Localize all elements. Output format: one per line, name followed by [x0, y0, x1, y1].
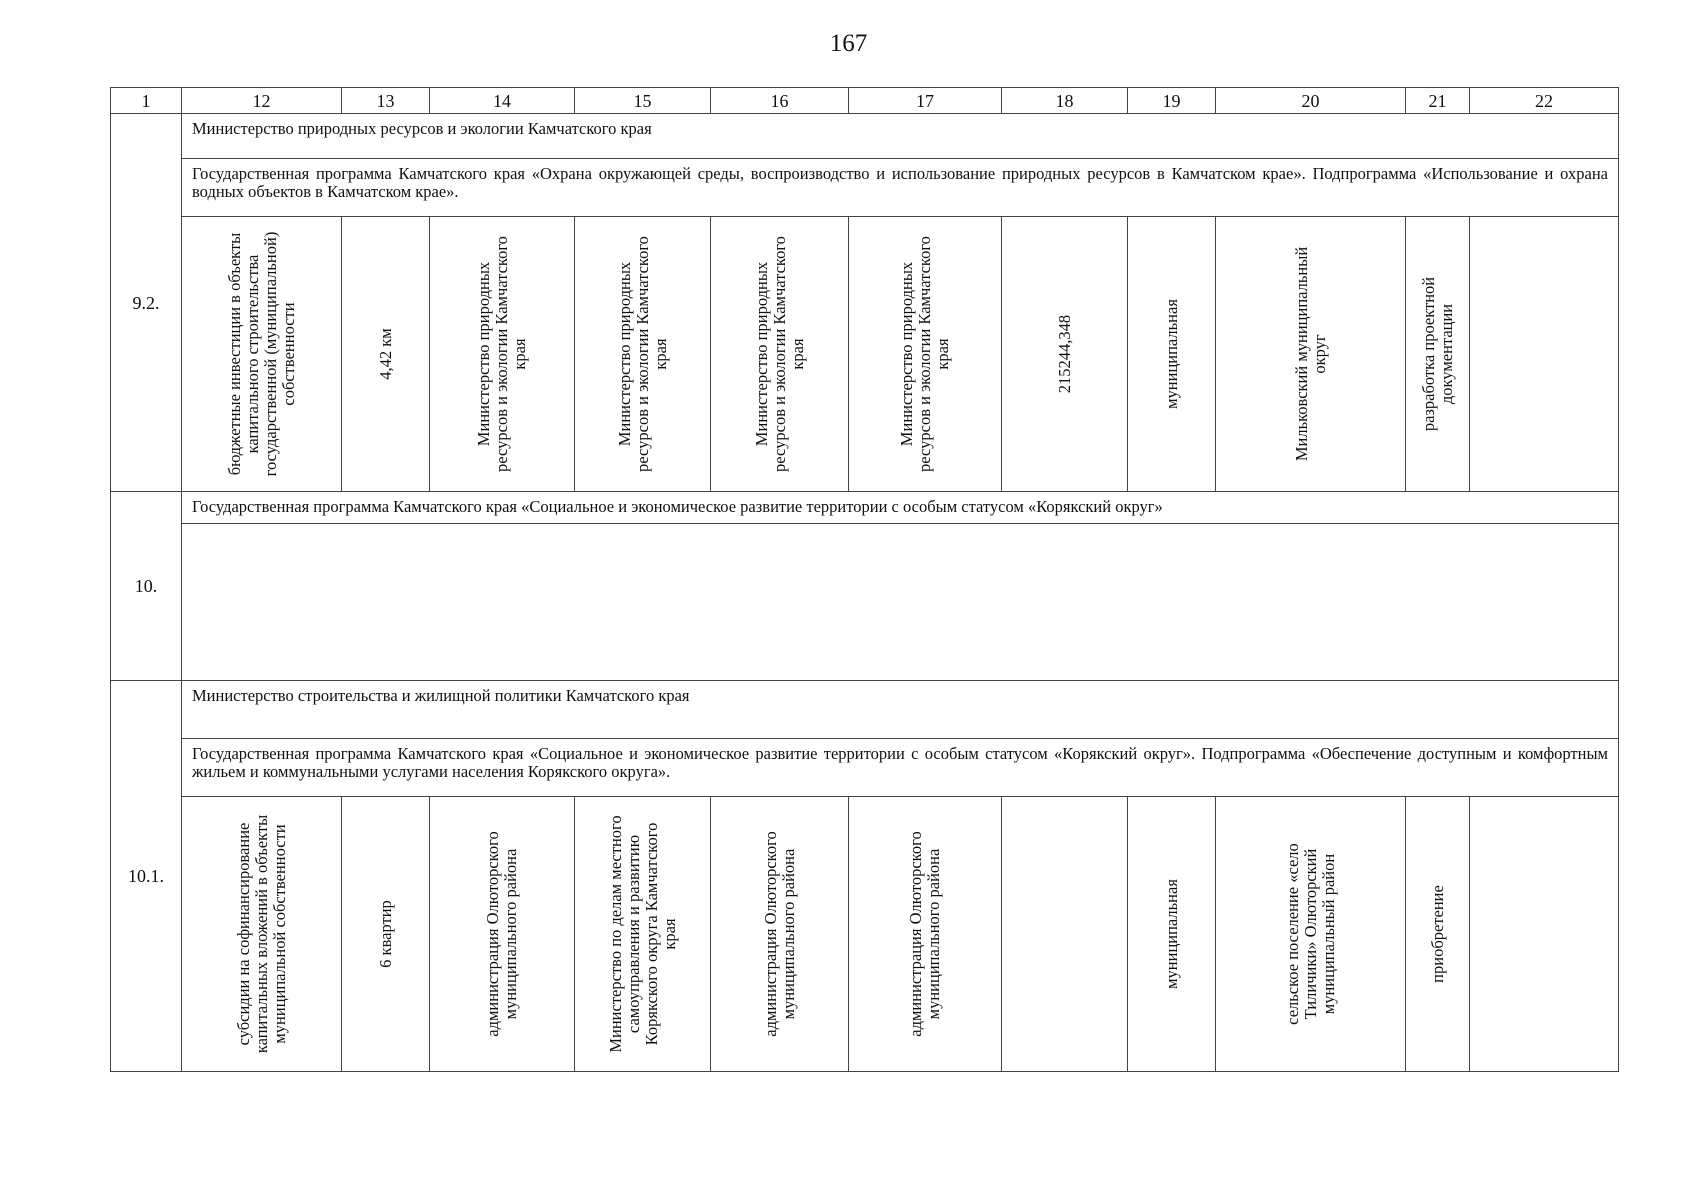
column-header: 14 [430, 88, 575, 114]
table-cell: Мильковский муниципальный округ [1291, 246, 1329, 462]
table-cell: 215244,348 [1054, 314, 1074, 394]
row-number: 10. [111, 492, 182, 681]
column-header: 16 [711, 88, 849, 114]
table-cell: сельское поселение «село Тиличики» Олюторский муниципальный район [1282, 843, 1338, 1025]
table-row [111, 492, 1619, 524]
table-row [111, 217, 1619, 492]
table-row [111, 681, 1619, 739]
table-row [111, 797, 1619, 1072]
table-row [111, 114, 1619, 159]
column-header: 12 [182, 88, 342, 114]
column-header: 19 [1128, 88, 1216, 114]
table-cell: муниципальная [1161, 879, 1181, 989]
page-number: 167 [829, 30, 868, 57]
program-name: Государственная программа Камчатского края «Социальное и экономическое развитие территории с особым статусом «Корякский округ». Подпрограмма «Обеспечение доступным и комфортным жильем и коммунальными услугами населения Корякского округа». [182, 739, 1619, 797]
row-number: 9.2. [111, 114, 182, 492]
column-header: 17 [849, 88, 1002, 114]
program-name: Государственная программа Камчатского края «Охрана окружающей среды, воспроизводство и использование природных ресурсов в Камчатском крае». Подпрограмма «Использование и охрана водных объектов в Камчатском крае». [182, 159, 1619, 217]
column-header: 21 [1406, 88, 1470, 114]
table-row [111, 524, 1619, 681]
column-header: 13 [342, 88, 430, 114]
table-cell: бюджетные инвестиции в объекты капитального строительства государственной (муниципальной) собственности [224, 231, 298, 477]
row-number: 10.1. [111, 681, 182, 1072]
column-header: 1 [111, 88, 182, 114]
table-row [111, 159, 1619, 217]
empty-cell [182, 524, 1619, 681]
table-cell: Министерство природных ресурсов и экологии Камчатского края [897, 236, 952, 472]
table-cell: администрация Олюторского муниципального района [483, 831, 520, 1037]
ministry-name: Министерство природных ресурсов и экологии Камчатского края [182, 114, 1619, 159]
table-cell: Министерство природных ресурсов и экологии Камчатского края [614, 236, 670, 472]
column-header: 18 [1002, 88, 1128, 114]
table-cell: 6 квартир [375, 900, 395, 968]
table-cell: администрация Олюторского муниципального района [760, 831, 798, 1037]
table-cell: муниципальная [1161, 299, 1181, 409]
program-name: Государственная программа Камчатского края «Социальное и экономическое развитие территории с особым статусом «Корякский округ» [182, 492, 1619, 524]
table-cell: Министерство природных ресурсов и экологии Камчатского края [751, 236, 807, 472]
table-cell: субсидии на софинансирование капитальных вложений в объекты муниципальной собственности [233, 814, 289, 1054]
column-header: 22 [1470, 88, 1619, 114]
table-cell: приобретение [1427, 885, 1447, 983]
table-row [111, 739, 1619, 797]
table-cell: Министерство по делам местного самоуправления и развитию Корякского округа Камчатского края [605, 815, 679, 1053]
table-cell: администрация Олюторского муниципального района [906, 831, 943, 1037]
table-cell: разработка проектной документации [1418, 276, 1456, 432]
column-header-row [111, 88, 1619, 114]
column-header: 20 [1216, 88, 1406, 114]
ministry-name: Министерство строительства и жилищной политики Камчатского края [182, 681, 1619, 739]
table-cell: 4,42 км [375, 328, 395, 380]
column-header: 15 [575, 88, 711, 114]
table-cell: Министерство природных ресурсов и экологии Камчатского края [474, 236, 529, 472]
investment-table [110, 87, 1619, 1072]
